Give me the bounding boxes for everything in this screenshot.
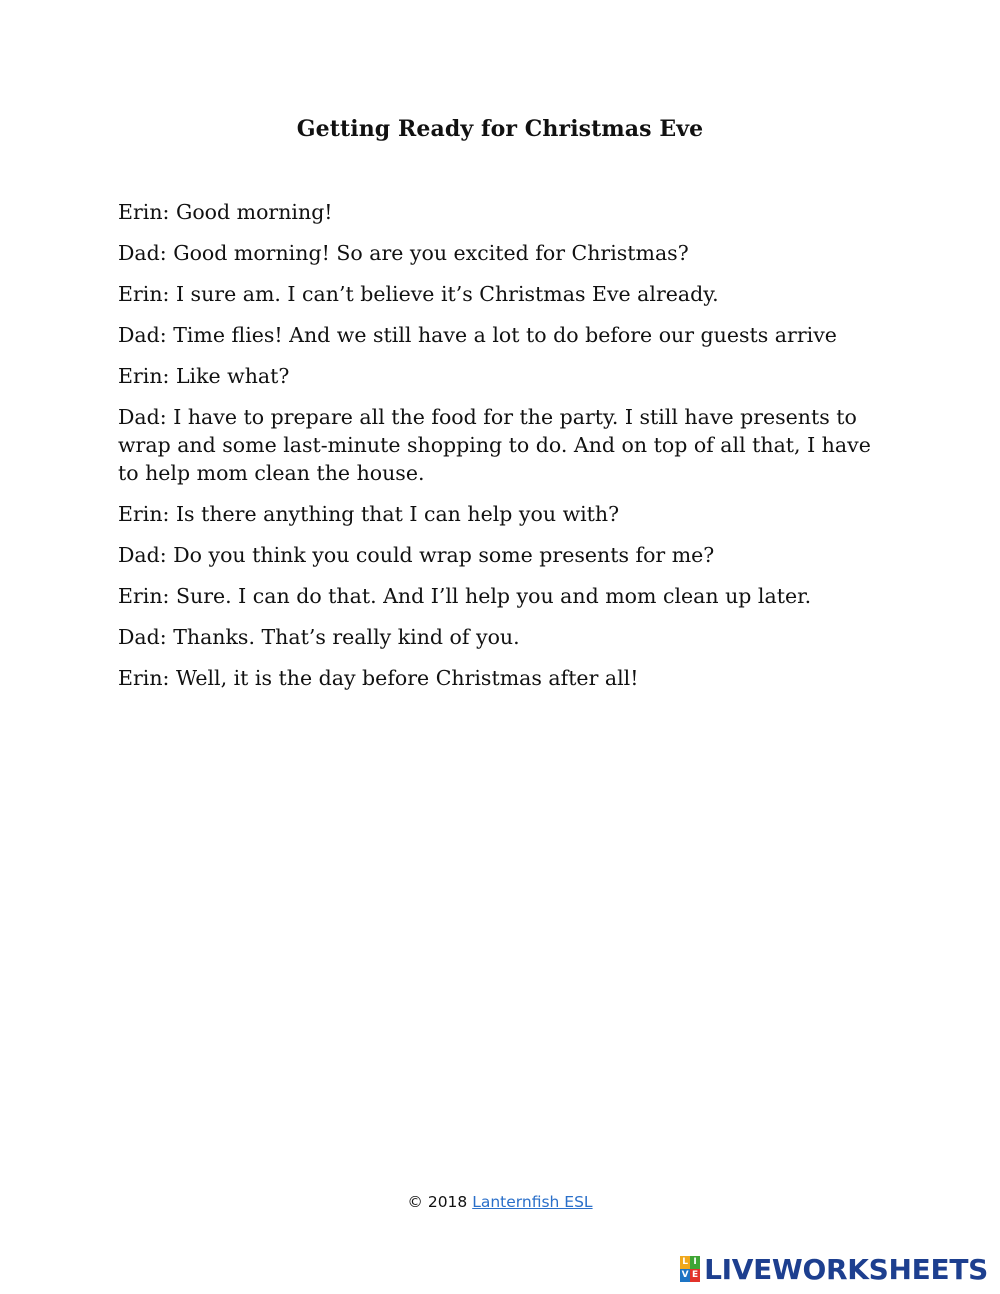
dialogue-line: Dad: Do you think you could wrap some presents for me? (118, 543, 715, 567)
dialogue-line: Erin: I sure am. I can’t believe it’s Christmas Eve already. (118, 282, 719, 306)
dialogue-line: Dad: Thanks. That’s really kind of you. (118, 625, 520, 649)
liveworksheets-brand[interactable] (680, 1252, 988, 1286)
page-title: Getting Ready for Christmas Eve (296, 116, 704, 142)
logo-letter: E (692, 1270, 699, 1280)
lanternfish-link[interactable]: Lanternfish ESL (472, 1193, 593, 1211)
dialogue (118, 198, 888, 705)
liveworksheets-logo-icon (680, 1256, 700, 1282)
dialogue-line: Dad: Good morning! So are you excited for Christmas? (118, 241, 689, 265)
brand-name: LIVEWORKSHEETS (704, 1252, 988, 1286)
logo-letter: V (681, 1270, 689, 1280)
dialogue-line: Dad: I have to prepare all the food for the party. I still have presents to wrap and some last-minute shopping to do. And on top of all that, I have to help mom clean the house. (118, 405, 871, 485)
dialogue-line: Erin: Well, it is the day before Christmas after all! (118, 666, 639, 690)
logo-letter: I (690, 1256, 700, 1269)
copyright-text: © 2018 (407, 1193, 468, 1211)
dialogue-line: Erin: Like what? (118, 364, 290, 388)
dialogue-line: Dad: Time flies! And we still have a lot to do before our guests arrive (118, 323, 837, 347)
logo-letter: L (680, 1256, 690, 1269)
dialogue-line: Erin: Good morning! (118, 200, 333, 224)
copyright-footer (0, 1193, 1000, 1211)
dialogue-line: Erin: Is there anything that I can help you with? (118, 502, 620, 526)
dialogue-line: Erin: Sure. I can do that. And I’ll help you and mom clean up later. (118, 584, 812, 608)
